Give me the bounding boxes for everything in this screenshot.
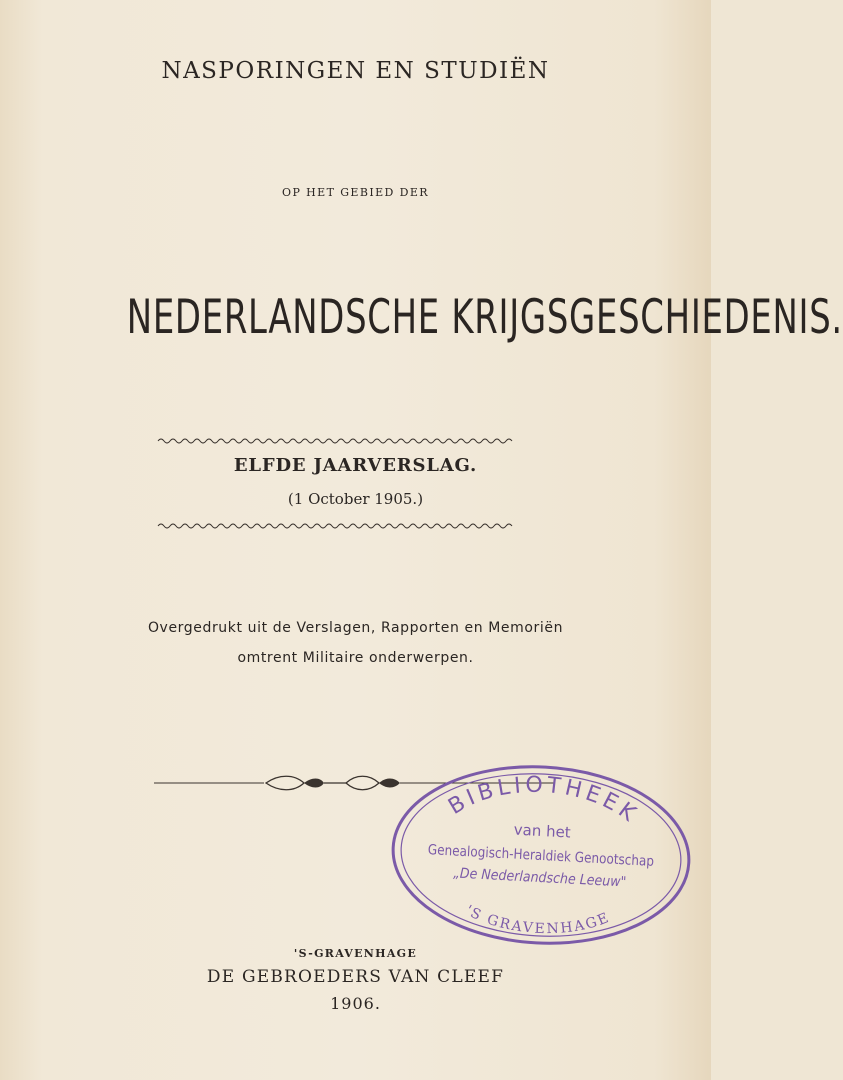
stamp-line-2: Genealogisch-Heraldiek Genootschap (427, 842, 655, 870)
stamp-arc-bottom: 'S GRAVENHAGE (462, 902, 613, 938)
report-title: ELFDE JAARVERSLAG. (233, 455, 478, 476)
book-subtitle: OP HET GEBIED DER (282, 186, 429, 199)
stamp-line-1: van het (513, 820, 572, 842)
reprint-note-line2: omtrent Militaire onderwerpen. (237, 650, 474, 666)
reprint-note-line1: Overgedrukt uit de Verslagen, Rapporten en Memoriën (147, 620, 564, 636)
wavy-rule-top (158, 436, 516, 446)
library-stamp (381, 752, 701, 958)
imprint-year: 1906. (330, 994, 381, 1013)
imprint-publisher: DE GEBROEDERS VAN CLEEF (206, 967, 505, 987)
imprint-city: 'S-GRAVENHAGE (293, 947, 418, 960)
wavy-rule-bottom (158, 521, 516, 531)
stamp-line-3: „De Nederlandsche Leeuw" (452, 865, 627, 891)
book-title: NASPORINGEN EN STUDIËN (161, 58, 550, 84)
main-heading: NEDERLANDSCHE KRIJGSGESCHIEDENIS. (126, 290, 843, 345)
stamp-arc-top: BIBLIOTHEEK (444, 772, 644, 829)
report-date: (1 October 1905.) (287, 490, 424, 508)
